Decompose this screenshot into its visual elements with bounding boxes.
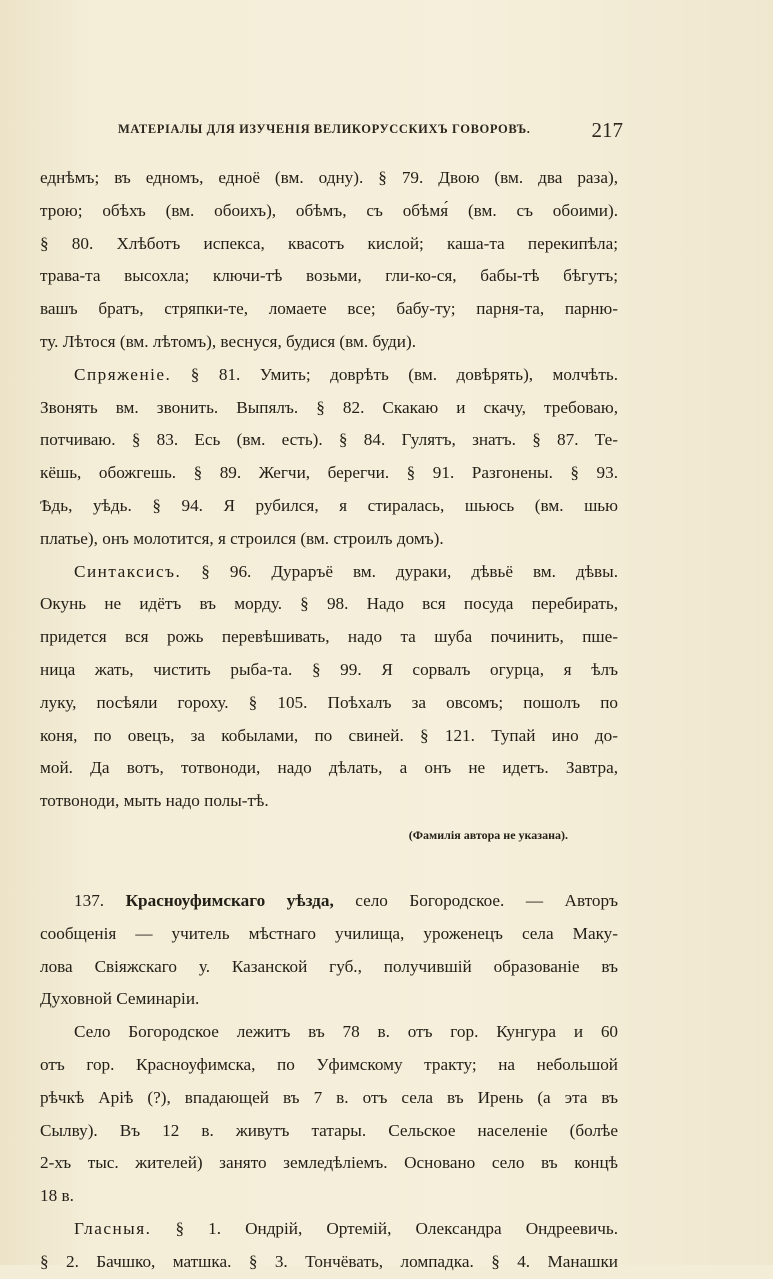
text-line: § 2. Бачшко, матшка. § 3. Тончёвать, ломпадка. § 4. Манашки xyxy=(40,1251,618,1271)
text-line: коня, по овецъ, за кобылами, по свиней. § 121. Тупай ино до- xyxy=(40,725,618,745)
text-line: Окунь не идётъ въ морду. § 98. Надо вся посуда перебирать, xyxy=(40,594,618,614)
text-line: вашъ братъ, стряпки-те, ломаете все; бабу-ту; парня-та, парню- xyxy=(40,299,618,319)
text-line: платье), онъ молотится, я строился (вм. строилъ домъ). xyxy=(40,528,444,548)
text-run: § 96. Дураръё вм. дураки, дѣвьё вм. дѣвы. xyxy=(181,561,618,581)
text-line: отъ гор. Красноуфимска, по Уфимскому тракту; на небольшой xyxy=(40,1054,618,1074)
text-line: ница жать, чистить рыба-та. § 99. Я сорвалъ огурца, я ѣлъ xyxy=(40,659,618,679)
text-line: еднѣмъ; въ едномъ, едноё (вм. одну). § 79. Двою (вм. два раза), xyxy=(40,168,618,187)
text-line: тотвоноди, мыть надо полы-тѣ. xyxy=(40,791,269,811)
vowels-paragraph-start xyxy=(40,1213,618,1246)
village-name: село Богородское. — Авторъ xyxy=(333,890,618,910)
text-line: придется вся рожь перевѣшивать, надо та шуба починить, пше- xyxy=(40,627,618,647)
running-head: МАТЕРІАЛЫ ДЛЯ ИЗУЧЕНІЯ ВЕЛИКОРУССКИХЪ ГОВОРОВЪ. xyxy=(118,122,531,136)
district-name: Красноуфимскаго уѣзда, xyxy=(125,890,334,910)
text-line: кёшь, обожгешь. § 89. Жегчи, берегчи. § 91. Разгонены. § 93. xyxy=(40,463,618,483)
text-line: 2-хъ тыс. жителей) занято земледѣліемъ. Основано село въ концѣ xyxy=(40,1153,618,1173)
page-header xyxy=(118,118,623,144)
text-line: ту. Лѣтося (вм. лѣтомъ), веснуся, будися (вм. буди). xyxy=(40,331,417,351)
entry-number: 137. xyxy=(74,890,105,910)
vowels-heading: Гласныя. xyxy=(74,1218,152,1238)
text-line: Звонять вм. звонить. Выпялъ. § 82. Скакаю и скачу, требоваю, xyxy=(40,397,618,417)
text-line: трою; обѣхъ (вм. обоихъ), обѣмъ, съ обѣмя́ (вм. съ обоими). xyxy=(40,200,618,220)
text-line: мой. Да вотъ, тотвоноди, надо дѣлать, а онъ не идетъ. Завтра, xyxy=(40,758,618,778)
text-line: потчиваю. § 83. Есь (вм. есть). § 84. Гулятъ, знатъ. § 87. Те- xyxy=(40,430,618,450)
conjugation-paragraph-start xyxy=(40,359,618,392)
text-line: 18 в. xyxy=(40,1186,74,1206)
conjugation-heading: Спряженіе. xyxy=(74,364,172,384)
entry-heading-line xyxy=(40,885,618,918)
text-run: § 81. Умить; доврѣть (вм. довѣрять), молчѣть. xyxy=(171,364,618,384)
syntax-heading: Синтаксисъ. xyxy=(74,561,182,581)
text-line: сообщенія — учитель мѣстнаго училища, уроженецъ села Маку- xyxy=(40,923,618,943)
text-line: Сылву). Въ 12 в. живутъ татары. Сельское населеніе (болѣе xyxy=(40,1120,618,1140)
text-line: Духовной Семинаріи. xyxy=(40,989,200,1009)
text-line: § 80. Хлѣботъ испекса, квасотъ кислой; каша-та перекипѣла; xyxy=(40,233,618,253)
section-gap xyxy=(40,852,618,885)
text-line: Село Богородское лежитъ въ 78 в. отъ гор. Кунгура и 60 xyxy=(74,1022,618,1042)
text-line: трава-та высохла; ключи-тѣ возьми, гли-ко-ся, бабы-тѣ бѣгутъ; xyxy=(40,266,618,286)
text-line: луку, посѣяли гороху. § 105. Поѣхалъ за овсомъ; пошолъ по xyxy=(40,692,618,712)
text-run: § 1. Ондрій, Ортемій, Олександра Ондреевичь. xyxy=(151,1218,618,1238)
page-number: 217 xyxy=(591,118,623,142)
text-line: Ѣдь, уѣдь. § 94. Я рубился, я стиралась, шьюсь (вм. шью xyxy=(40,495,618,515)
text-line: рѣчкѣ Аріѣ (?), впадающей въ 7 в. отъ села въ Ирень (а эта въ xyxy=(40,1087,618,1107)
text-line: лова Свіяжскаго у. Казанской губ., получившій образованіе въ xyxy=(40,956,618,976)
body-text xyxy=(40,162,618,1279)
syntax-paragraph-start xyxy=(40,556,618,589)
author-note: (Фамилія автора не указана). xyxy=(408,827,568,842)
